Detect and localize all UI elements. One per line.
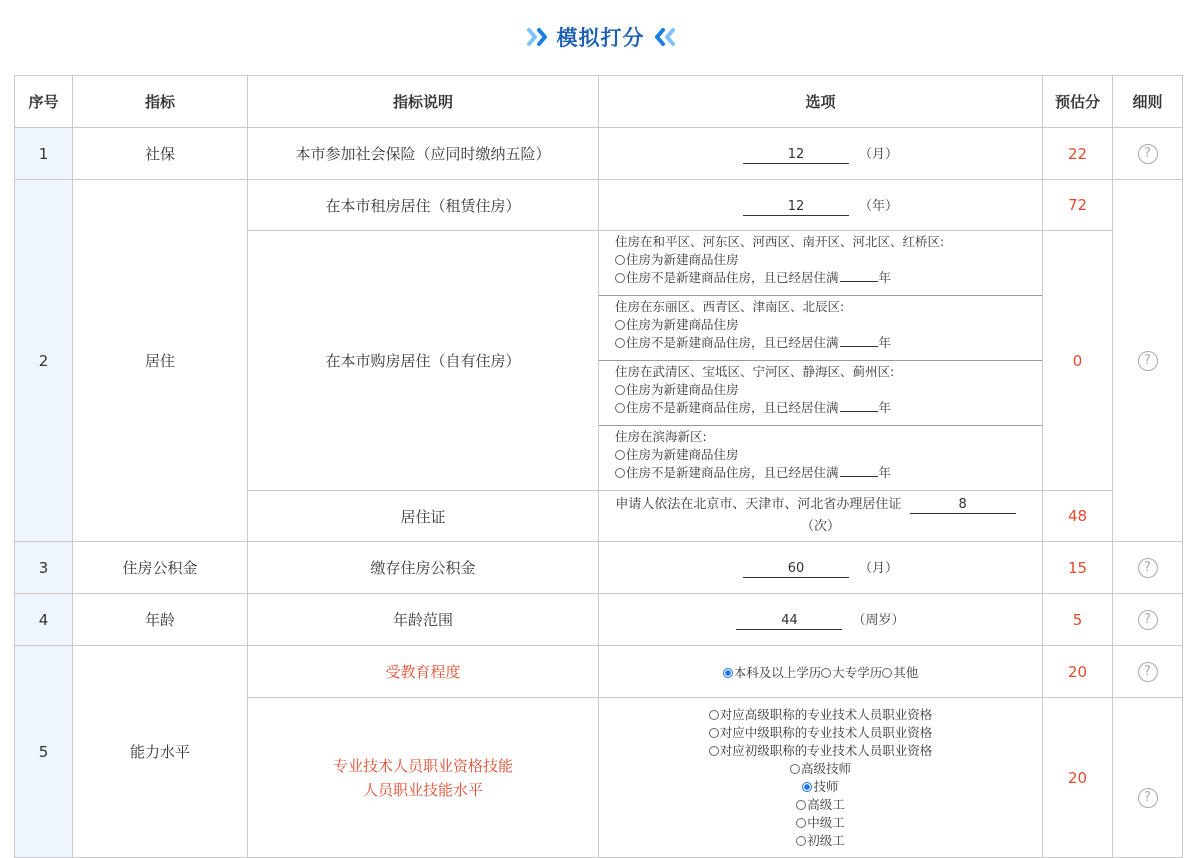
rules-cell <box>1113 594 1183 646</box>
radio-icon[interactable] <box>615 450 625 460</box>
district-label: 住房在和平区、河东区、河西区、南开区、河北区、红桥区: <box>615 234 945 249</box>
radio-option[interactable]: 对应初级职称的专业技术人员职业资格 <box>599 742 1042 760</box>
indicator-desc: 受教育程度 <box>248 646 599 698</box>
table-header-row <box>15 76 1183 128</box>
indicator-desc: 居住证 <box>248 491 599 542</box>
radio-option[interactable]: 本科及以上学历 <box>723 665 822 680</box>
table-row-social <box>15 128 1183 180</box>
radio-option[interactable]: 住房为新建商品住房 <box>615 316 1042 334</box>
skill-desc-line1: 专业技术人员职业资格技能 <box>332 756 513 775</box>
option-cell <box>599 542 1043 594</box>
radio-option[interactable]: 住房不是新建商品住房，且已经居住满 年 <box>615 269 1042 287</box>
col-header-idx: 序号 <box>15 76 73 128</box>
years-input[interactable] <box>840 464 878 477</box>
radio-option[interactable]: 住房为新建商品住房 <box>615 381 1042 399</box>
radio-option[interactable]: 住房不是新建商品住房，且已经居住满 年 <box>615 399 1042 417</box>
row-index: 1 <box>15 128 73 180</box>
option-cell <box>599 491 1043 542</box>
radio-icon[interactable] <box>615 385 625 395</box>
col-header-desc: 指标说明 <box>248 76 599 128</box>
indicator-desc <box>248 698 599 858</box>
help-icon[interactable]: ? <box>1138 144 1158 164</box>
row-index: 3 <box>15 542 73 594</box>
indicator-label: 社保 <box>73 128 248 180</box>
years-input[interactable] <box>840 399 878 412</box>
table-row-ability-edu <box>15 646 1183 698</box>
radio-option[interactable]: 大专学历 <box>821 665 882 680</box>
radio-option[interactable]: 对应中级职称的专业技术人员职业资格 <box>599 724 1042 742</box>
radio-icon[interactable] <box>709 710 719 720</box>
rent-years-input[interactable]: 12 <box>743 199 849 216</box>
radio-option[interactable]: 住房为新建商品住房 <box>615 251 1042 269</box>
rules-cell <box>1113 180 1183 542</box>
rules-cell <box>1113 128 1183 180</box>
row-index: 4 <box>15 594 73 646</box>
col-header-estimate: 预估分 <box>1043 76 1113 128</box>
unit-label: （周岁） <box>852 613 905 628</box>
indicator-desc: 在本市租房居住（租赁住房） <box>248 180 599 231</box>
radio-icon[interactable] <box>615 255 625 265</box>
table-row-fund <box>15 542 1183 594</box>
page-title: 模拟打分 <box>556 26 645 50</box>
district-group <box>599 426 1042 490</box>
radio-icon[interactable] <box>615 468 625 478</box>
radio-icon[interactable] <box>796 836 806 846</box>
help-icon[interactable]: ? <box>1138 351 1158 371</box>
option-cell <box>599 646 1043 698</box>
radio-icon[interactable] <box>882 668 892 678</box>
option-cell <box>599 128 1043 180</box>
indicator-desc: 缴存住房公积金 <box>248 542 599 594</box>
help-icon[interactable]: ? <box>1138 662 1158 682</box>
rules-cell <box>1113 542 1183 594</box>
indicator-desc: 本市参加社会保险（应同时缴纳五险） <box>248 128 599 180</box>
social-months-input[interactable]: 12 <box>743 147 849 164</box>
col-header-rules: 细则 <box>1113 76 1183 128</box>
radio-icon[interactable] <box>615 338 625 348</box>
estimated-score: 0 <box>1043 231 1113 491</box>
years-input[interactable] <box>840 334 878 347</box>
indicator-label: 年龄 <box>73 594 248 646</box>
education-radio-group <box>723 665 919 680</box>
estimated-score: 22 <box>1043 128 1113 180</box>
option-cell <box>599 231 1043 491</box>
age-input[interactable]: 44 <box>736 613 842 630</box>
radio-option[interactable]: 初级工 <box>599 832 1042 850</box>
table-row-age <box>15 594 1183 646</box>
table-row-housing-rent <box>15 180 1183 231</box>
unit-label: （年） <box>858 198 898 214</box>
fund-months-input[interactable]: 60 <box>743 561 849 578</box>
help-icon[interactable]: ? <box>1138 610 1158 630</box>
col-header-indicator: 指标 <box>73 76 248 128</box>
row-index: 5 <box>15 646 73 858</box>
option-cell <box>599 180 1043 231</box>
radio-option[interactable]: 中级工 <box>599 814 1042 832</box>
rules-cell <box>1113 698 1183 858</box>
unit-label: （月） <box>858 147 898 162</box>
row-index: 2 <box>15 180 73 542</box>
indicator-desc: 在本市购房居住（自有住房） <box>248 231 599 491</box>
help-icon[interactable]: ? <box>1138 558 1158 578</box>
indicator-desc: 年龄范围 <box>248 594 599 646</box>
years-input[interactable] <box>840 269 878 282</box>
page-header <box>0 0 1201 74</box>
rules-cell <box>1113 646 1183 698</box>
radio-icon[interactable] <box>796 800 806 810</box>
district-group <box>599 361 1042 426</box>
double-chevron-right-icon <box>527 27 553 47</box>
indicator-label: 住房公积金 <box>73 542 248 594</box>
option-cell <box>599 698 1043 858</box>
radio-icon[interactable] <box>709 728 719 738</box>
radio-icon[interactable] <box>615 320 625 330</box>
estimated-score: 48 <box>1043 491 1113 542</box>
col-header-options: 选项 <box>599 76 1043 128</box>
radio-option[interactable]: 技师 <box>599 778 1042 796</box>
estimated-score: 20 <box>1043 698 1113 858</box>
radio-icon-selected[interactable] <box>723 668 733 678</box>
district-label: 住房在滨海新区: <box>615 429 707 444</box>
estimated-score: 20 <box>1043 646 1113 698</box>
indicator-label: 能力水平 <box>73 646 248 858</box>
radio-icon-selected[interactable] <box>802 782 812 792</box>
radio-option[interactable]: 高级技师 <box>599 760 1042 778</box>
radio-option[interactable]: 住房不是新建商品住房，且已经居住满 年 <box>615 334 1042 352</box>
unit-label: （次） <box>800 519 840 534</box>
double-chevron-left-icon <box>649 27 675 47</box>
help-icon[interactable]: ? <box>1138 788 1158 808</box>
radio-option[interactable]: 对应高级职称的专业技术人员职业资格 <box>599 706 1042 724</box>
radio-icon[interactable] <box>615 273 625 283</box>
radio-option[interactable]: 其他 <box>882 665 918 680</box>
radio-option[interactable]: 住房不是新建商品住房，且已经居住满 年 <box>615 464 1042 482</box>
radio-icon[interactable] <box>796 818 806 828</box>
indicator-label: 居住 <box>73 180 248 542</box>
skill-desc-line2: 人员职业技能水平 <box>362 780 483 799</box>
district-group <box>599 296 1042 361</box>
estimated-score: 15 <box>1043 542 1113 594</box>
permit-text: 申请人依法在北京市、天津市、河北省办理居住证 <box>615 497 902 512</box>
radio-icon[interactable] <box>821 668 831 678</box>
unit-label: （月） <box>858 561 898 576</box>
radio-icon[interactable] <box>615 403 625 413</box>
permit-count-input[interactable]: 8 <box>910 497 1016 514</box>
option-cell <box>599 594 1043 646</box>
score-table <box>14 75 1183 858</box>
radio-option[interactable]: 高级工 <box>599 796 1042 814</box>
district-group <box>599 231 1042 296</box>
district-label: 住房在武清区、宝坻区、宁河区、静海区、蓟州区: <box>615 364 895 379</box>
estimated-score: 5 <box>1043 594 1113 646</box>
radio-icon[interactable] <box>709 746 719 756</box>
radio-icon[interactable] <box>790 764 800 774</box>
estimated-score: 72 <box>1043 180 1113 231</box>
radio-option[interactable]: 住房为新建商品住房 <box>615 446 1042 464</box>
district-label: 住房在东丽区、西青区、津南区、北辰区: <box>615 299 845 314</box>
